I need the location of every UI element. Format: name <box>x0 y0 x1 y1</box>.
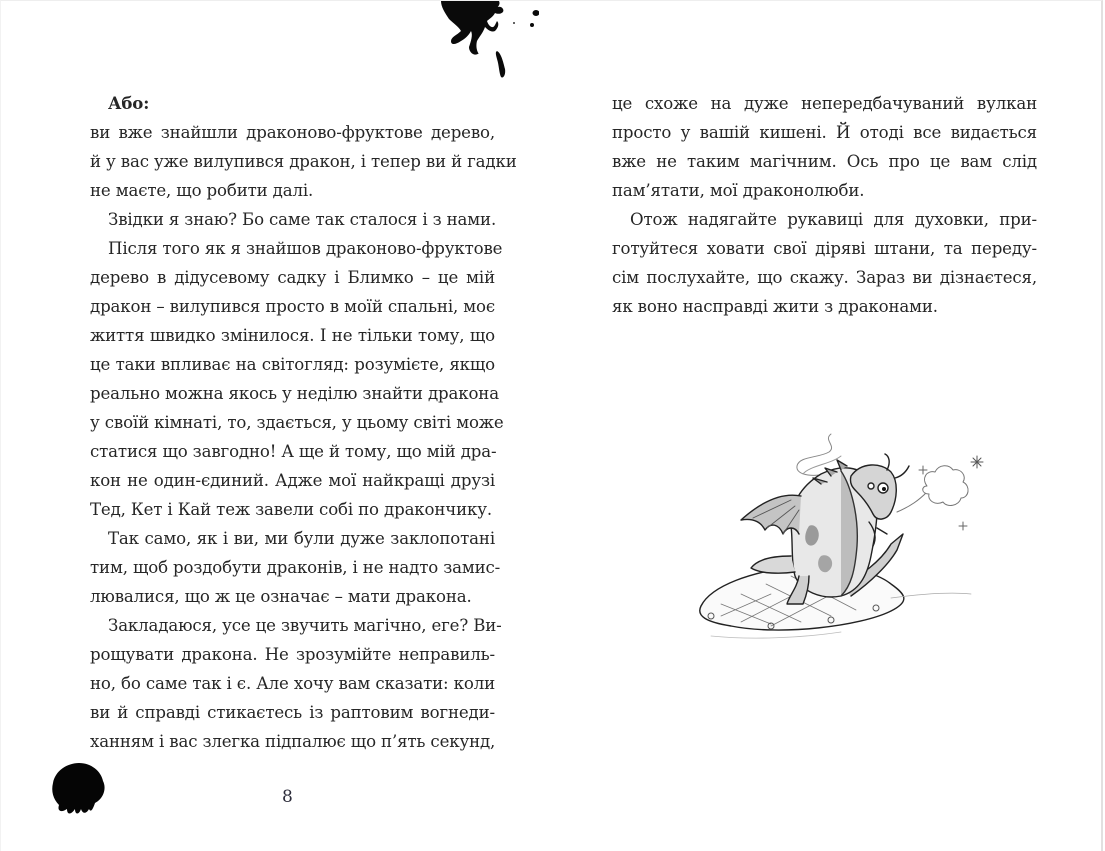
ink-splatter-icon <box>429 1 539 81</box>
text-line: життя швидко змінилося. І не тільки тому, що <box>90 326 495 345</box>
ink-blot-icon <box>49 761 109 817</box>
text-line: статися що завгодно! А ще й тому, що мій дра- <box>90 442 497 461</box>
text-line: кон не один-єдиний. Адже мої найкращі друзі <box>90 471 495 490</box>
text-line: як воно насправді жити з драконами. <box>612 297 938 316</box>
text-line: но, бо саме так і є. Але хочу вам сказати: коли <box>90 674 495 693</box>
dragon-illustration-icon <box>691 426 991 641</box>
text-line: не маєте, що робити далі. <box>90 181 314 200</box>
text-line: ханням і вас злегка підпалює що п’ять секунд, <box>90 732 496 751</box>
section-heading: Або: <box>108 93 150 113</box>
left-page-text <box>90 89 517 756</box>
text-line: дракон – вилупився просто в моїй спальні, моє <box>90 297 495 316</box>
text-line: Тед, Кет і Кай теж завели собі по дракончику. <box>90 500 492 519</box>
page-number: 8 <box>282 787 293 807</box>
text-line: просто у вашій кишені. Й отоді все видається <box>612 123 1037 142</box>
text-line: сім послухайте, що скажу. Зараз ви дізнаєтеся, <box>612 268 1037 287</box>
text-line: рощувати дракона. Не зрозумійте неправиль- <box>90 645 495 664</box>
text-line: це таки впливає на світогляд: розумієте, якщо <box>90 355 495 374</box>
text-line: реально можна якось у неділю знайти дракона <box>90 384 499 403</box>
text-line: дерево в дідусевому садку і Блимко – це мій <box>90 268 495 287</box>
text-line: Після того як я знайшов драконово-фруктове <box>108 239 503 258</box>
right-page-text <box>612 89 1037 321</box>
text-line: Закладаюся, усе це звучить магічно, еге? Ви- <box>108 616 502 635</box>
text-line: у своїй кімнаті, то, здається, у цьому світі може <box>90 413 504 432</box>
text-line: це схоже на дуже непередбачуваний вулкан <box>612 94 1037 113</box>
text-line: Отож надягайте рукавиці для духовки, при- <box>630 210 1037 229</box>
text-line: ви й справді стикаєтесь із раптовим вогнеди- <box>90 703 495 722</box>
text-line: Так само, як і ви, ми були дуже заклопотані <box>108 529 495 548</box>
text-line: готуйтеся ховати свої діряві штани, та переду- <box>612 239 1037 258</box>
text-line: ви вже знайшли драконово-фруктове дерево, <box>90 123 495 142</box>
text-line: лювалися, що ж це означає – мати дракона. <box>90 587 472 606</box>
text-line: Звідки я знаю? Бо саме так сталося і з нами. <box>108 210 497 229</box>
text-line: тим, щоб роздобути драконів, і не надто замис- <box>90 558 501 577</box>
text-line: пам’ятати, мої драконолюби. <box>612 181 865 200</box>
text-line: вже не таким магічним. Ось про це вам слід <box>612 152 1037 171</box>
text-line: й у вас уже вилупився дракон, і тепер ви й гадки <box>90 152 517 171</box>
